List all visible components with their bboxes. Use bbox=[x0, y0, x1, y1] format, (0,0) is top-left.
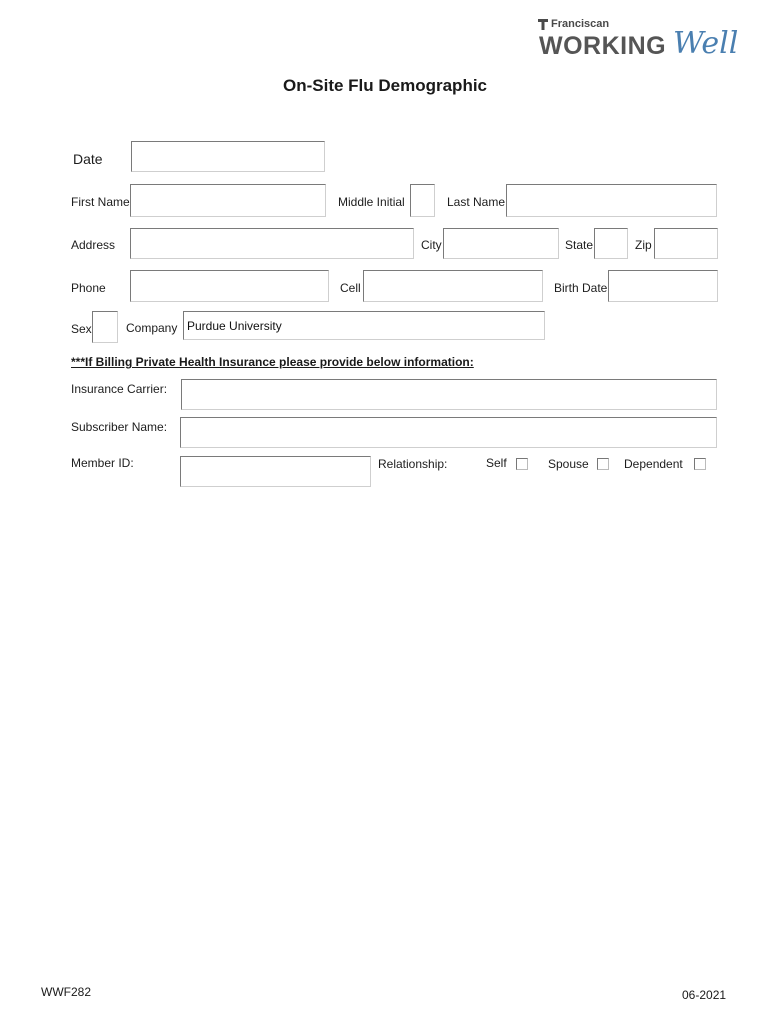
phone-field[interactable] bbox=[130, 270, 329, 302]
zip-field[interactable] bbox=[654, 228, 718, 259]
form-code: WWF282 bbox=[41, 985, 92, 999]
spouse-checkbox[interactable] bbox=[597, 458, 609, 470]
state-field[interactable] bbox=[594, 228, 628, 259]
member-id-field[interactable] bbox=[180, 456, 371, 487]
logo-top-text: Franciscan bbox=[551, 18, 610, 30]
cell-field[interactable] bbox=[363, 270, 543, 302]
address-field[interactable] bbox=[130, 228, 414, 259]
cross-icon bbox=[537, 18, 549, 30]
page-title: On-Site Flu Demographic bbox=[282, 76, 488, 95]
dependent-label: Dependent bbox=[624, 457, 683, 471]
date-label: Date bbox=[73, 151, 103, 167]
dependent-checkbox[interactable] bbox=[694, 458, 706, 470]
date-field[interactable] bbox=[131, 141, 325, 172]
spouse-label: Spouse bbox=[548, 457, 589, 471]
middle-initial-field[interactable] bbox=[410, 184, 435, 217]
sex-label: Sex bbox=[71, 322, 92, 336]
relationship-label: Relationship: bbox=[378, 457, 448, 471]
sex-field[interactable] bbox=[92, 311, 118, 343]
self-checkbox[interactable] bbox=[516, 458, 528, 470]
logo-accent-text: Well bbox=[673, 26, 739, 61]
insurance-carrier-label: Insurance Carrier: bbox=[71, 382, 168, 396]
subscriber-name-field[interactable] bbox=[180, 417, 717, 448]
subscriber-name-label: Subscriber Name: bbox=[71, 420, 168, 434]
city-label: City bbox=[421, 238, 442, 252]
last-name-label: Last Name bbox=[447, 195, 506, 209]
birth-date-label: Birth Date bbox=[554, 281, 608, 295]
city-field[interactable] bbox=[443, 228, 559, 259]
company-field[interactable] bbox=[183, 311, 545, 340]
state-label: State bbox=[565, 238, 594, 252]
insurance-notice: ***If Billing Private Health Insurance please provide below information: bbox=[71, 355, 474, 369]
member-id-label: Member ID: bbox=[71, 456, 134, 470]
company-label: Company bbox=[126, 321, 178, 335]
franciscan-workingwell-logo bbox=[535, 16, 739, 64]
self-label: Self bbox=[486, 456, 507, 470]
middle-initial-label: Middle Initial bbox=[338, 195, 405, 209]
first-name-field[interactable] bbox=[130, 184, 326, 217]
first-name-label: First Name bbox=[71, 195, 130, 209]
birth-date-field[interactable] bbox=[608, 270, 718, 302]
phone-label: Phone bbox=[71, 281, 106, 295]
logo-main-text: WORKING bbox=[539, 32, 667, 60]
cell-label: Cell bbox=[340, 281, 361, 295]
last-name-field[interactable] bbox=[506, 184, 717, 217]
insurance-carrier-field[interactable] bbox=[181, 379, 717, 410]
zip-label: Zip bbox=[635, 238, 652, 252]
address-label: Address bbox=[71, 238, 116, 252]
form-revision-date: 06-2021 bbox=[682, 988, 727, 1002]
